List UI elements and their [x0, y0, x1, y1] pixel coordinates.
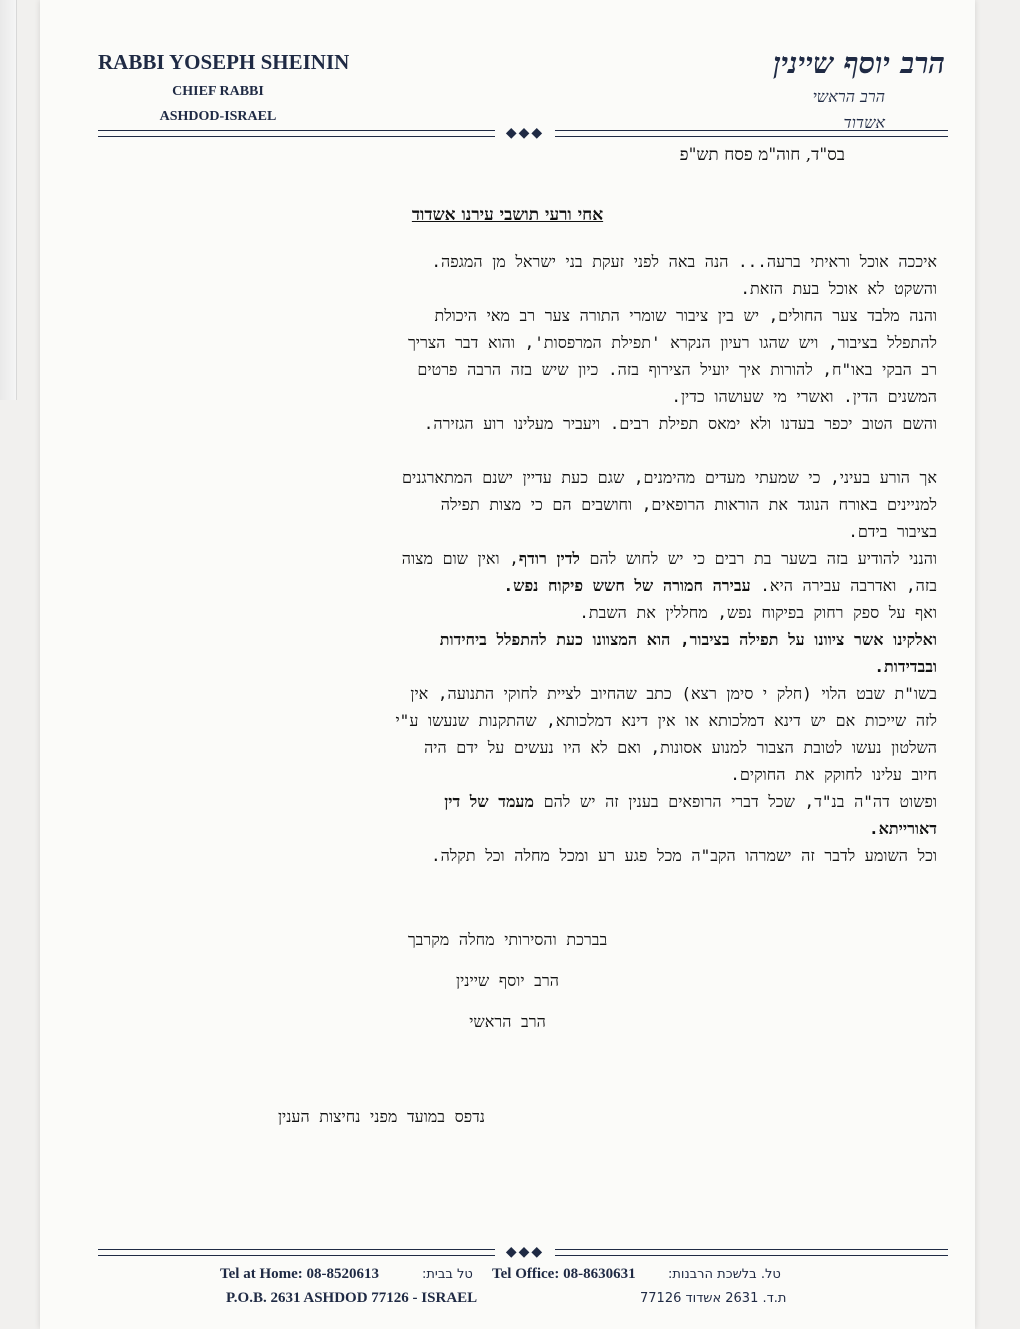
header-diamond-ornament-icon: ◆◆◆: [495, 126, 555, 140]
rabbi-title-he: הרב הראשי: [812, 87, 885, 106]
letter-footer: [40, 1266, 975, 1314]
body-line: רב הבקי באו"ח, להורות איך יועיל הצירוף בזה. כיון שיש בזה הרבה פרטים: [417, 360, 937, 379]
body-bold-text: ובבדידות.: [874, 657, 937, 676]
letter-subject: אחי ורעי תושבי עירנו אשדוד: [411, 205, 604, 225]
body-bold-text: דאורייתא.: [869, 819, 937, 838]
body-line: והשם הטוב יכפר בעדנו ולא ימאס תפילת רבים. ויעביר מעלינו רוע הגזירה.: [423, 414, 937, 433]
body-text: ואלקינו אשר ציוונו על תפילה בציבור,: [679, 630, 937, 649]
body-line: והשקט לא אוכל בעת הזאת.: [740, 279, 937, 298]
body-line: איככה אוכל וראיתי ברעה... הנה באה לפני זעקת בני ישראל מן המגפה.: [431, 252, 937, 271]
letter-date: בס"ד, חוה"מ פסח תש"פ: [679, 145, 845, 165]
letter-page: [40, 0, 975, 1329]
rabbi-name-he: הרב יוסף שיינין: [773, 46, 945, 80]
letter-closing: [40, 930, 975, 1053]
body-line: אך הורע בעיני, כי שמעתי מעדים מהימנים, שגם כעת עדיין ישנם המתארגנים: [402, 468, 937, 487]
body-text: ופשוט דה"ה בנ"ד, שכל דברי הרופאים בענין זה יש להם: [543, 792, 937, 811]
rabbi-name-en: RABBI YOSEPH SHEININ: [98, 50, 350, 74]
body-line: חיוב עלינו לחוקק את החוקים.: [730, 765, 937, 784]
body-bold-text: הוא המצוונו כעת להתפלל ביחידות: [439, 630, 671, 649]
body-line: [147, 815, 937, 842]
body-line: והנה מלבד צער החולים, יש בין ציבור שומרי התורה צער רב מאי היכולת: [434, 306, 937, 325]
body-line: [147, 788, 937, 815]
body-text: , ואין שום מצוה: [401, 549, 519, 568]
closing-signer: הרב יוסף שיינין: [456, 971, 559, 990]
tel-home-en: Tel at Home: 08-8520613: [220, 1266, 380, 1282]
body-line: להתפלל בציבור, ויש שהגו רעיון הנקרא 'תפילת המרפסות', והוא דבר הצריך: [407, 333, 937, 352]
body-line: בשו"ת שבט הלוי (חלק י סימן רצא) כתב שהחיוב לציית לחוקי התנועה, אין: [410, 684, 937, 703]
body-line: למניינים באורח הנוגד את הוראות הרופאים, וחושבים הם כי מצות תפילה: [440, 495, 937, 514]
letter-body: [147, 248, 937, 869]
body-line: ואף על ספק רחוק בפיקוח נפש, מחללין את השבת.: [579, 603, 937, 622]
body-text: בזה, ואדרבה עבירה היא.: [760, 576, 937, 595]
body-line: המשנים הדין. ואשרי מי שעושהו כדין.: [671, 387, 937, 406]
viewer-side-panel: [0, 0, 17, 400]
body-line: וכל השומע לדבר זה ישמרהו הקב"ה מכל פגע רע ומכל מחלה וכל תקלה.: [430, 846, 937, 865]
body-line: [147, 626, 937, 653]
body-line: השלטון נעשו לטובת הצבור למנוע אסונות, ואם לא היו נעשים על ידם היה: [424, 738, 937, 757]
pob-he: ת.ד. 2631 אשדוד 77126: [640, 1291, 787, 1306]
body-line: [147, 572, 937, 599]
tel-office-he: טל. בלשכת הרבנות:: [668, 1267, 781, 1282]
body-line: [147, 545, 937, 572]
printed-note: נדפס במועד מפני נחיצות הענין: [277, 1107, 485, 1126]
rabbi-city-en: ASHDOD-ISRAEL: [159, 109, 277, 124]
tel-office-en: Tel Office: 08-8630631: [492, 1266, 636, 1282]
body-line: [147, 653, 937, 680]
letterhead-english: [98, 50, 350, 125]
body-text: והנני להודיע בזה בשער בת רבים כי יש לחוש להם: [589, 549, 937, 568]
closing-blessing: בברכת והסירותי מחלה מקרבך: [407, 930, 608, 949]
rabbi-city-he: אשדוד: [843, 113, 885, 132]
closing-signer-title: הרב הראשי: [469, 1012, 546, 1031]
rabbi-title-en: CHIEF RABBI: [172, 84, 264, 99]
pob-en: P.O.B. 2631 ASHDOD 77126 - ISRAEL: [226, 1290, 478, 1306]
letterhead-hebrew: [685, 46, 945, 133]
body-bold-text: מעמד של דין: [444, 792, 534, 811]
body-line: בציבור בידם.: [848, 522, 937, 541]
tel-home-he: טל בבית:: [422, 1267, 473, 1282]
body-bold-text: לדין רודף: [518, 549, 580, 568]
footer-diamond-ornament-icon: ◆◆◆: [495, 1245, 555, 1259]
body-line: לזה שייכות אם יש דינא דמלכותא או אין דינא דמלכותא, שהתקנות שנעשו ע"י: [395, 711, 937, 730]
body-bold-text: עבירה חמורה של חשש פיקוח נפש.: [503, 576, 751, 595]
